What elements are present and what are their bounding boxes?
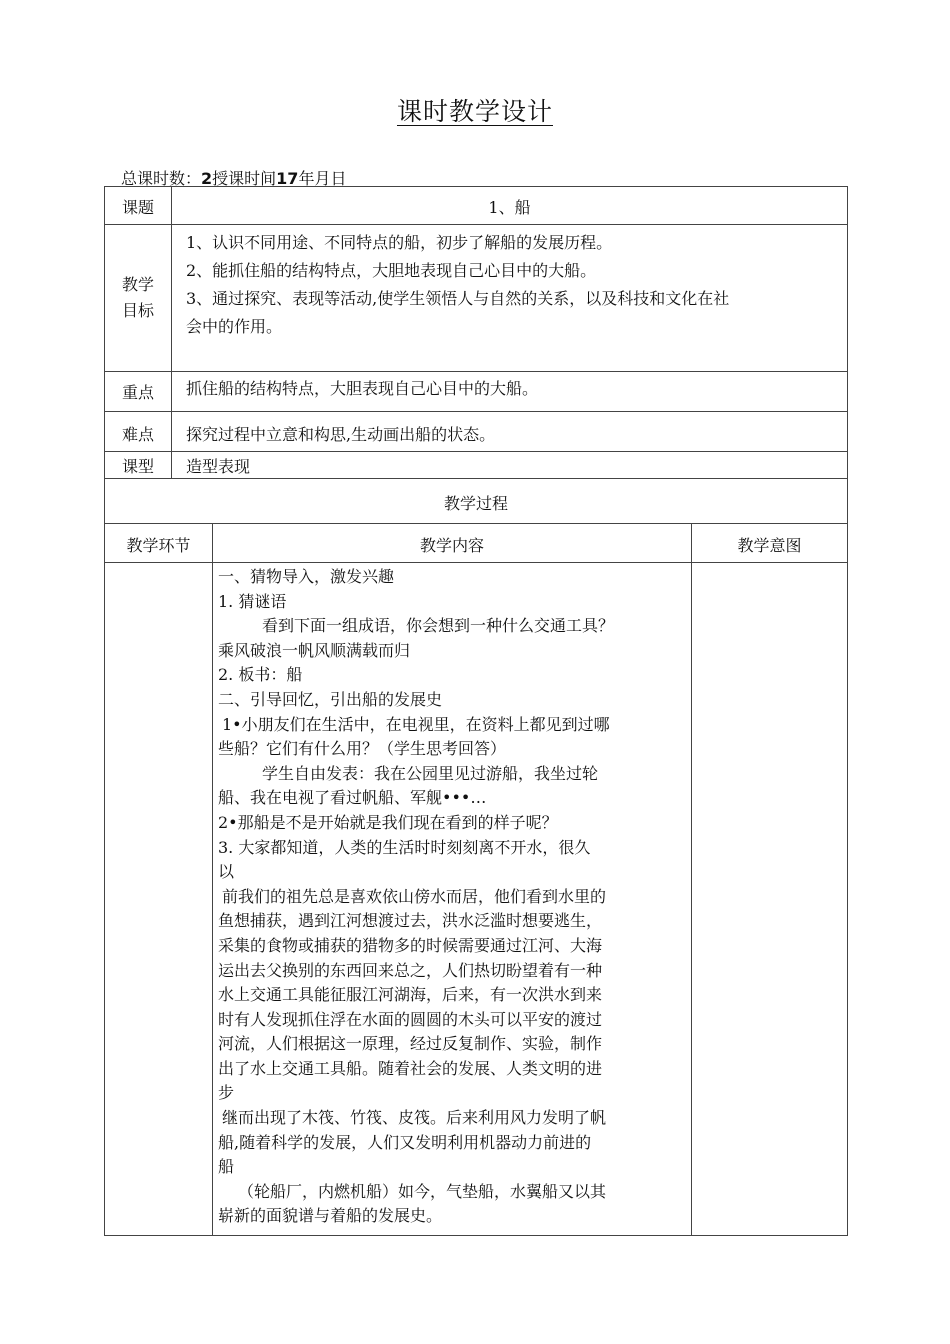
process-line: 出了水上交通工具船。随着社会的发展、人类文明的进 xyxy=(218,1058,603,1078)
process-line: 1•小朋友们在生活中，在电视里，在资料上都见到过哪 xyxy=(222,714,610,734)
goals-label xyxy=(105,225,172,372)
total-hours-value: 2 xyxy=(201,169,213,188)
teach-time-label: 授课时间 xyxy=(212,169,277,188)
process-line: （轮船厂，内燃机船）如今，气垫船，水翼船又以其 xyxy=(238,1181,607,1201)
page-title: 课时教学设计 xyxy=(396,97,553,126)
process-body-row xyxy=(105,563,848,1236)
process-line: 学生自由发表：我在公园里见过游船，我坐过轮 xyxy=(262,763,599,783)
process-heading: 教学过程 xyxy=(105,479,848,524)
goal-item: 1、认识不同用途、不同特点的船，初步了解船的发展历程。 xyxy=(186,233,613,252)
key-point-label: 重点 xyxy=(105,372,172,412)
col-stage: 教学环节 xyxy=(105,524,213,563)
key-point-row xyxy=(105,372,848,412)
process-line: 2•那船是不是开始就是我们现在看到的样子呢？ xyxy=(218,812,558,832)
process-line: 时有人发现抓住浮在水面的圆圆的木头可以平安的渡过 xyxy=(218,1009,603,1029)
type-row xyxy=(105,452,848,479)
process-line: 崭新的面貌谱与着船的发展史。 xyxy=(218,1206,443,1226)
process-line: 一、猜物导入，激发兴趣 xyxy=(218,567,395,586)
process-line: 二、引导回忆，引出船的发展史 xyxy=(218,689,443,709)
process-line: 些船？它们有什么用？（学生思考回答） xyxy=(218,739,507,759)
topic-label: 课题 xyxy=(105,187,172,225)
goal-item: 2、能抓住船的结构特点，大胆地表现自己心目中的大船。 xyxy=(186,261,597,280)
teach-time-value: 17 xyxy=(276,169,299,188)
process-line: 船 xyxy=(218,1157,235,1177)
process-columns-row xyxy=(105,524,848,563)
process-line: 河流，人们根据这一原理，经过反复制作、实验，制作 xyxy=(218,1034,603,1054)
process-lines xyxy=(218,565,687,1229)
difficulty-value: 探究过程中立意和构思,生动画出船的状态。 xyxy=(172,412,848,452)
process-line: 乘风破浪一帆风顺满载而归 xyxy=(218,640,411,660)
col-intent: 教学意图 xyxy=(692,524,848,563)
lesson-table xyxy=(104,186,848,1236)
goal-item: 会中的作用。 xyxy=(186,317,283,336)
process-line: 3. 大家都知道，人类的生活时时刻刻离不开水，很久 xyxy=(218,837,591,857)
difficulty-row xyxy=(105,412,848,452)
process-line: 继而出现了木筏、竹筏、皮筏。后来利用风力发明了帆 xyxy=(222,1108,607,1128)
goals-label-line: 目标 xyxy=(121,301,154,320)
process-line: 水上交通工具能征服江河湖海，后来，有一次洪水到来 xyxy=(218,985,603,1005)
content-cell xyxy=(213,563,692,1236)
goals-content xyxy=(172,225,848,372)
process-line: 采集的食物或捕获的猎物多的时候需要通过江河、大海 xyxy=(218,935,603,955)
topic-row xyxy=(105,187,848,225)
process-line: 鱼想捕获，遇到江河想渡过去，洪水泛滥时想要逃生， xyxy=(218,911,603,931)
process-line: 前我们的祖先总是喜欢依山傍水而居，他们看到水里的 xyxy=(222,886,607,906)
process-line: 船、我在电视了看过帆船、军舰•••… xyxy=(218,788,487,808)
process-line: 看到下面一组成语，你会想到一种什么交通工具？ xyxy=(262,616,615,636)
process-line: 1. 猜谜语 xyxy=(218,591,287,611)
stage-cell xyxy=(105,563,213,1236)
process-line: 运出去父换别的东西回来总之，人们热切盼望着有一种 xyxy=(218,960,603,980)
process-line: 2. 板书：船 xyxy=(218,665,303,685)
col-content: 教学内容 xyxy=(213,524,692,563)
type-value: 造型表现 xyxy=(172,452,848,479)
process-line: 以 xyxy=(218,862,235,882)
goals-row xyxy=(105,225,848,372)
process-heading-row xyxy=(105,479,848,524)
goals-label-line: 教学 xyxy=(121,275,154,294)
topic-value: 1、船 xyxy=(172,187,848,225)
process-line: 步 xyxy=(218,1083,235,1103)
total-hours-label: 总课时数： xyxy=(121,169,202,188)
teach-time-suffix: 年月日 xyxy=(298,169,347,188)
difficulty-label: 难点 xyxy=(105,412,172,452)
process-line: 船,随着科学的发展，人们又发明利用机器动力前进的 xyxy=(218,1132,592,1152)
key-point-value: 抓住船的结构特点，大胆表现自己心目中的大船。 xyxy=(172,372,848,412)
intent-cell xyxy=(692,563,848,1236)
goal-item: 3、通过探究、表现等活动,使学生领悟人与自然的关系，以及科技和文化在社 xyxy=(186,289,730,308)
type-label: 课型 xyxy=(105,452,172,479)
